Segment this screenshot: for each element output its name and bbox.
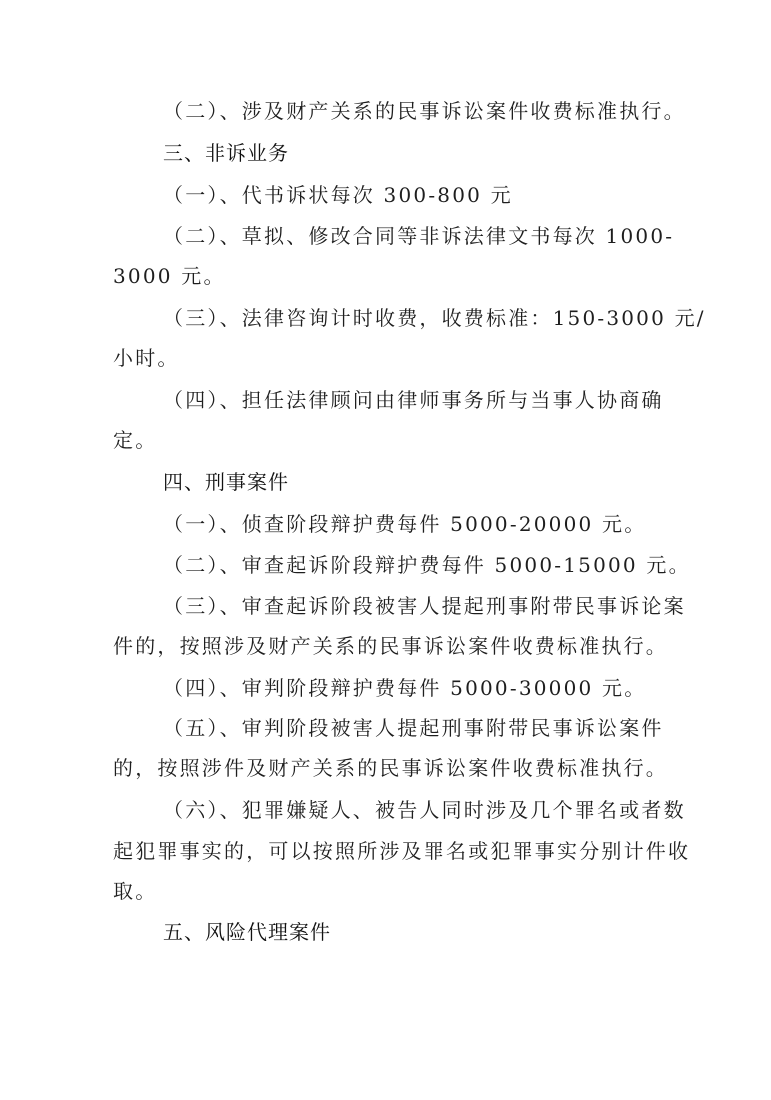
item-review-victim-claim-line2: 件的，按照涉及财产关系的民事诉讼案件收费标准执行。	[113, 634, 668, 658]
item-legal-advisor-line2: 定。	[113, 428, 158, 452]
item-trial-defense: （四）、审判阶段辩护费每件 5000-30000 元。	[163, 676, 647, 700]
paragraph-civil-property: （二）、涉及财产关系的民事诉讼案件收费标准执行。	[163, 99, 686, 123]
item-drafting-complaint: （一）、代书诉状每次 300-800 元	[163, 183, 513, 207]
item-review-victim-claim-line1: （三）、审查起诉阶段被害人提起刑事附带民事诉论案	[163, 594, 686, 618]
section-heading-risk-agency: 五、风险代理案件	[163, 920, 331, 944]
item-trial-victim-claim-line2: 的，按照涉件及财产关系的民事诉讼案件收费标准执行。	[113, 756, 668, 780]
item-legal-advisor-line1: （四）、担任法律顾问由律师事务所与当事人协商确	[163, 388, 664, 412]
item-multiple-charges-line2: 起犯罪事实的，可以按照所涉及罪名或犯罪事实分别计件收	[113, 839, 691, 863]
item-trial-victim-claim-line1: （五）、审判阶段被害人提起刑事附带民事诉讼案件	[163, 716, 664, 740]
section-heading-non-litigation: 三、非诉业务	[163, 141, 289, 165]
item-multiple-charges-line3: 取。	[113, 879, 158, 903]
item-investigation-defense: （一）、侦查阶段辩护费每件 5000-20000 元。	[163, 512, 647, 536]
item-review-prosecution-defense: （二）、审查起诉阶段辩护费每件 5000-15000 元。	[163, 553, 691, 577]
item-legal-consult-line2: 小时。	[113, 346, 180, 370]
item-legal-consult-line1: （三）、法律咨询计时收费，收费标准：150-3000 元/	[163, 306, 706, 330]
item-multiple-charges-line1: （六）、犯罪嫌疑人、被告人同时涉及几个罪名或者数	[163, 798, 686, 822]
section-heading-criminal: 四、刑事案件	[163, 470, 289, 494]
item-draft-contract-line1: （二）、草拟、修改合同等非诉法律文书每次 1000-	[163, 224, 675, 248]
item-draft-contract-line2: 3000 元。	[113, 264, 226, 288]
